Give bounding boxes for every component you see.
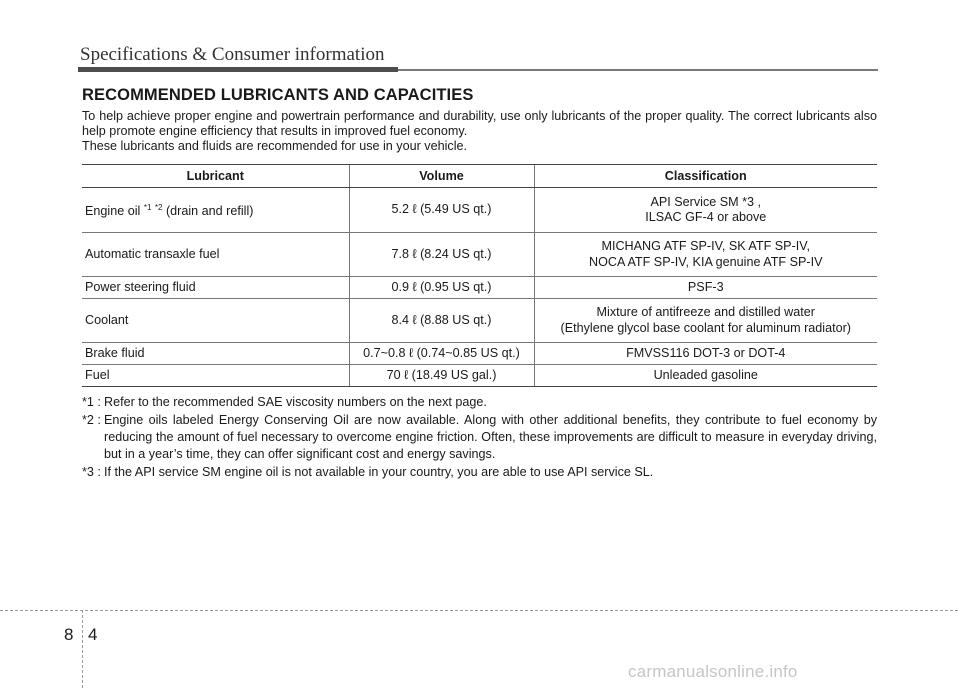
chapter-number: 8 [64, 625, 74, 644]
table-row-fuel [82, 365, 877, 387]
watermark: carmanualsonline.info [628, 662, 798, 681]
cell-classification: FMVSS116 DOT-3 or DOT-4 [534, 343, 877, 365]
footnote-mark-2: *2 [154, 203, 163, 213]
footnote-text: Refer to the recommended SAE viscosity numbers on the next page. [104, 395, 487, 409]
cell-volume: 5.2 ℓ (5.49 US qt.) [349, 188, 534, 233]
footnote-marker: *1 : [82, 395, 101, 409]
footnote-marker: *3 : [82, 465, 101, 479]
cell-lubricant: Automatic transaxle fuel [82, 233, 349, 277]
table-row-brake-fluid [82, 343, 877, 365]
intro-text [82, 109, 877, 154]
cell-volume: 0.7~0.8 ℓ (0.74~0.85 US qt.) [349, 343, 534, 365]
cell-lubricant: Brake fluid [82, 343, 349, 365]
table-header-row [82, 165, 877, 188]
section-title: RECOMMENDED LUBRICANTS AND CAPACITIES [82, 86, 474, 104]
cell-classification: MICHANG ATF SP-IV, SK ATF SP-IV, NOCA ATF SP-IV, KIA genuine ATF SP-IV [534, 233, 877, 277]
footnotes [82, 394, 877, 482]
cell-volume: 0.9 ℓ (0.95 US qt.) [349, 277, 534, 299]
table-row-transaxle [82, 233, 877, 277]
cell-lubricant: Engine oil $^{*1}$ $^{*2}$ (drain and refill) [82, 188, 349, 233]
footnote-mark-1: *1 [143, 203, 152, 213]
table-row-engine-oil [82, 188, 877, 233]
page-header-title: Specifications & Consumer information [80, 44, 385, 65]
footnote-text: If the API service SM engine oil is not available in your country, you are able to use API service SL. [104, 465, 654, 479]
footnote-2 [82, 412, 877, 463]
page-number: 4 [88, 625, 98, 644]
cell-lubricant: Power steering fluid [82, 277, 349, 299]
cell-classification: Unleaded gasoline [534, 365, 877, 387]
cell-volume: 70 ℓ (18.49 US gal.) [349, 365, 534, 387]
intro-paragraph-1: To help achieve proper engine and powertrain performance and durability, use only lubricants of the proper quality. The correct lubricants also help promote engine efficiency that results in improved fuel economy. [82, 109, 877, 138]
column-header-lubricant: Lubricant [82, 165, 349, 188]
footnote-1 [82, 394, 877, 411]
table-row-coolant [82, 299, 877, 343]
footnote-text: Engine oils labeled Energy Conserving Oil are now available. Along with other additional benefits, they contribute to fuel economy by reducing the amount of fuel necessary to overcome engine friction. Often, these improvements are difficult to measure in everyday driving, but in a year’s time, they can offer significant cost and energy savings. [104, 413, 877, 461]
column-header-volume: Volume [349, 165, 534, 188]
cell-classification: Mixture of antifreeze and distilled water (Ethylene glycol base coolant for aluminum radiator) [534, 299, 877, 343]
footnote-3 [82, 464, 877, 481]
cell-lubricant: Fuel [82, 365, 349, 387]
header-rule-dark [78, 67, 398, 72]
cell-volume: 8.4 ℓ (8.88 US qt.) [349, 299, 534, 343]
header-rule-light [398, 69, 878, 71]
column-header-classification: Classification [534, 165, 877, 188]
intro-paragraph-2: These lubricants and fluids are recommended for use in your vehicle. [82, 139, 468, 153]
cell-volume: 7.8 ℓ (8.24 US qt.) [349, 233, 534, 277]
footnote-marker: *2 : [82, 413, 101, 427]
footer-vertical-divider [82, 610, 83, 689]
footer-divider [0, 610, 960, 611]
table-row-power-steering [82, 277, 877, 299]
cell-classification: API Service SM *3 , ILSAC GF-4 or above [534, 188, 877, 233]
cell-lubricant: Coolant [82, 299, 349, 343]
lubricants-table [82, 164, 877, 387]
cell-classification: PSF-3 [534, 277, 877, 299]
